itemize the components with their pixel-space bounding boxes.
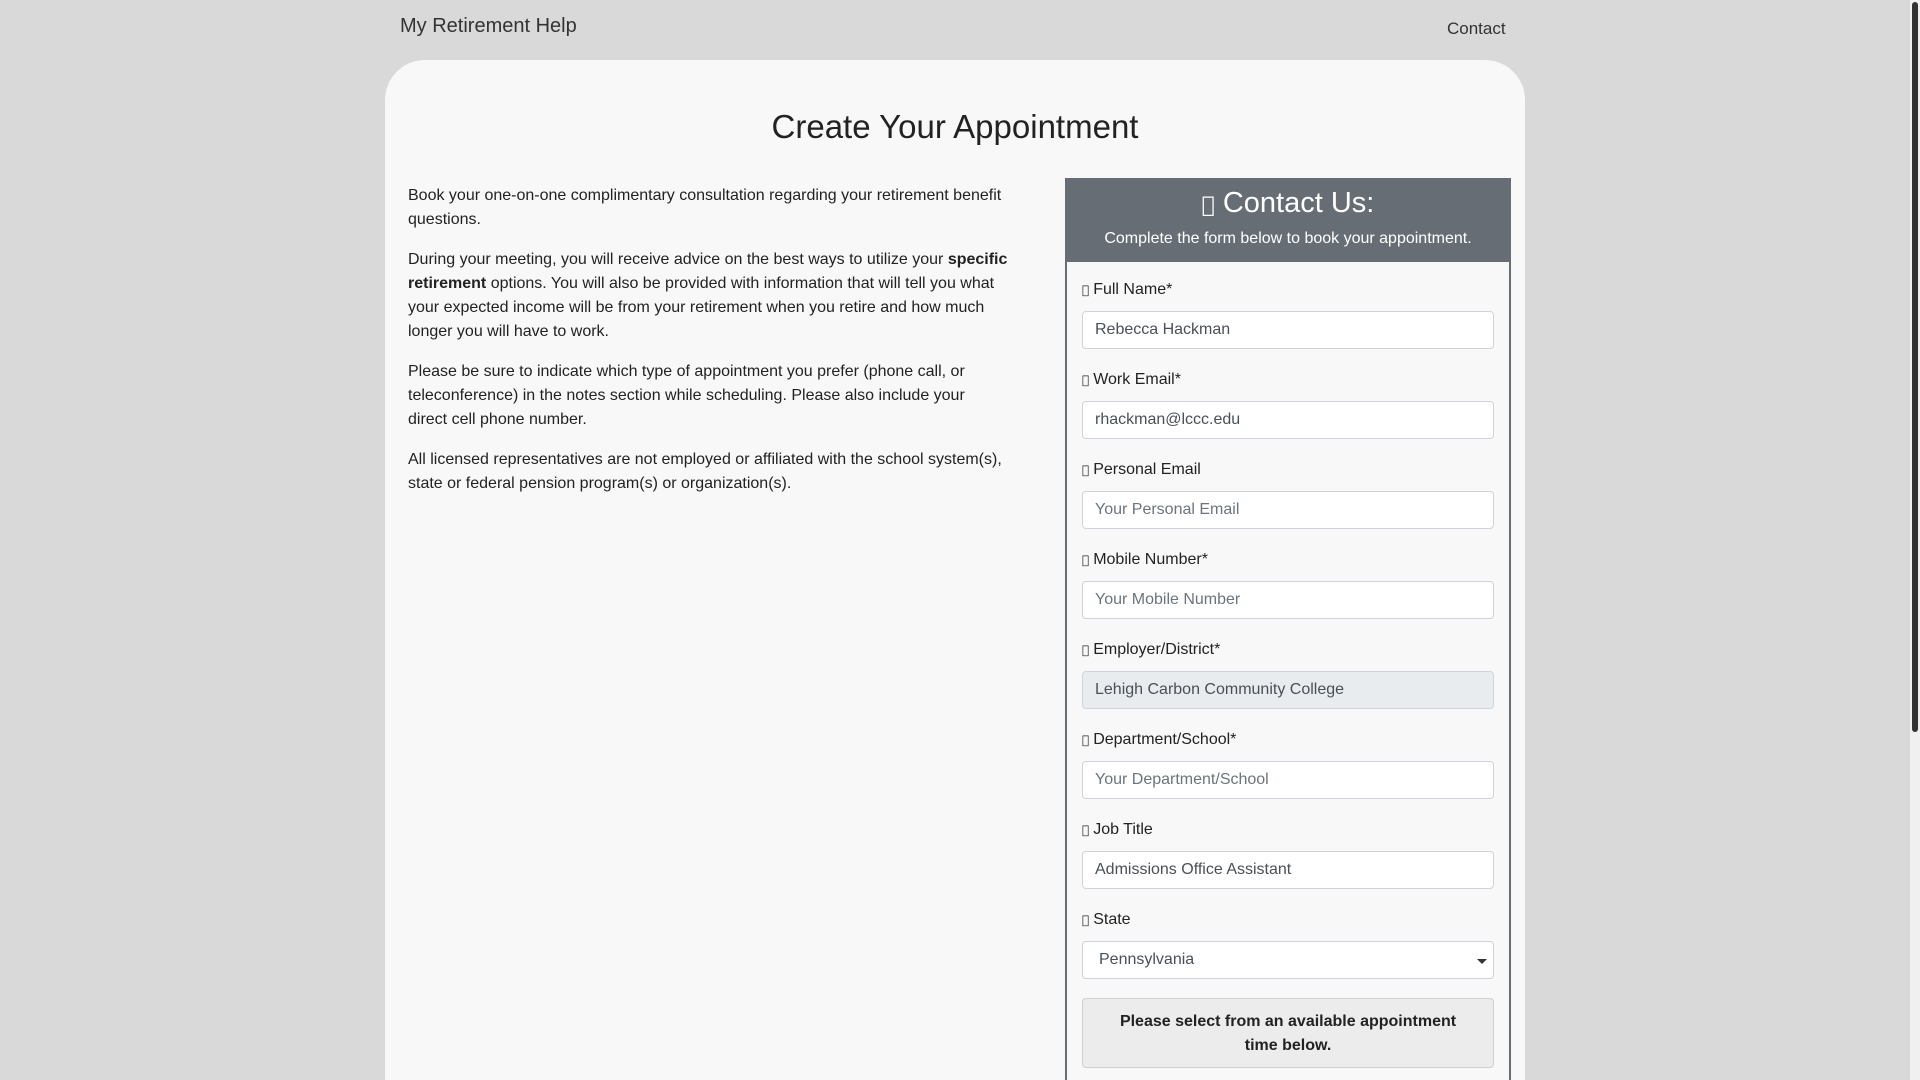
department-field xyxy=(1082,728,1494,799)
page-title: Create Your Appointment xyxy=(771,108,1139,145)
state-label xyxy=(1082,908,1494,932)
work-email-input[interactable]: rhackman@lccc.edu xyxy=(1082,401,1494,439)
work-email-label-text: Work Email* xyxy=(1086,371,1174,388)
appointment-notice: Please select from an available appointment time below. xyxy=(1082,998,1494,1068)
user-icon xyxy=(1082,553,1089,567)
employer-label xyxy=(1082,638,1494,662)
user-icon xyxy=(1082,283,1089,297)
form-title-text: Contact Us: xyxy=(1216,187,1368,219)
department-label xyxy=(1082,728,1494,752)
personal-email-input[interactable]: Your Personal Email xyxy=(1082,491,1494,529)
chevron-down-icon xyxy=(1477,959,1487,964)
department-label-text: Department/School* xyxy=(1086,731,1230,748)
full-name-field xyxy=(1082,278,1494,349)
work-email-field xyxy=(1082,368,1494,439)
employer-field xyxy=(1082,638,1494,709)
envelope-icon xyxy=(1202,193,1215,218)
user-icon xyxy=(1082,823,1089,837)
page-scrollbar[interactable] xyxy=(1910,0,1920,1080)
form-header xyxy=(1065,178,1511,262)
job-title-input[interactable]: Admissions Office Assistant xyxy=(1082,851,1494,889)
state-field xyxy=(1082,908,1494,979)
mobile-number-label-text: Mobile Number* xyxy=(1086,551,1201,568)
job-title-label xyxy=(1082,818,1494,842)
personal-email-label-text: Personal Email xyxy=(1086,461,1194,478)
intro-emphasis: specific retirement xyxy=(408,251,1008,292)
main-card xyxy=(385,60,1525,1080)
top-navbar xyxy=(0,0,1910,60)
work-email-label xyxy=(1082,368,1494,392)
user-icon xyxy=(1082,643,1089,657)
personal-email-label xyxy=(1082,458,1494,482)
mobile-number-input[interactable]: Your Mobile Number xyxy=(1082,581,1494,619)
state-label-text: State xyxy=(1086,911,1124,928)
employer-label-text: Employer/District* xyxy=(1086,641,1214,658)
job-title-label-text: Job Title xyxy=(1086,821,1146,838)
intro-paragraph-2-end: options. You will also be provided with information that will tell you what your expected income will be from your retirement when you retire and how much longer you will have to work. xyxy=(408,275,995,340)
nav-contact-link[interactable]: Contact xyxy=(1447,19,1506,38)
form-title xyxy=(1065,187,1511,220)
intro-paragraph-2-start: During your meeting, you will receive advice on the best ways to utilize your xyxy=(408,251,948,268)
user-icon xyxy=(1082,463,1089,477)
job-title-field xyxy=(1082,818,1494,889)
contact-form-panel xyxy=(1065,178,1511,1080)
intro-text xyxy=(408,184,1008,512)
user-icon xyxy=(1082,733,1089,747)
mobile-number-label xyxy=(1082,548,1494,572)
user-icon xyxy=(1082,373,1089,387)
department-input[interactable]: Your Department/School xyxy=(1082,761,1494,799)
full-name-label-text: Full Name* xyxy=(1086,281,1166,298)
mobile-number-field xyxy=(1082,548,1494,619)
full-name-input[interactable]: Rebecca Hackman xyxy=(1082,311,1494,349)
brand-logo-text[interactable]: My Retirement Help xyxy=(400,15,577,37)
intro-paragraph-4: All licensed representatives are not employed or affiliated with the school system(s), state or federal pension program(s) or organization(s). xyxy=(408,451,1002,492)
user-icon xyxy=(1082,913,1089,927)
state-select[interactable] xyxy=(1082,941,1494,979)
full-name-label xyxy=(1082,278,1494,302)
intro-paragraph-1: Book your one-on-one complimentary consultation regarding your retirement benefit questions. xyxy=(408,187,1002,228)
employer-input[interactable]: Lehigh Carbon Community College xyxy=(1082,671,1494,709)
form-subtitle: Complete the form below to book your appointment. xyxy=(1104,230,1472,247)
state-select-value: Pennsylvania xyxy=(1099,951,1195,968)
intro-paragraph-3: Please be sure to indicate which type of appointment you prefer (phone call, or teleconference) in the notes section while scheduling. Please also include your direct cell phone number. xyxy=(408,363,965,428)
personal-email-field xyxy=(1082,458,1494,529)
scrollbar-thumb[interactable] xyxy=(1912,2,1918,732)
intro-paragraph-2 xyxy=(408,248,1008,344)
